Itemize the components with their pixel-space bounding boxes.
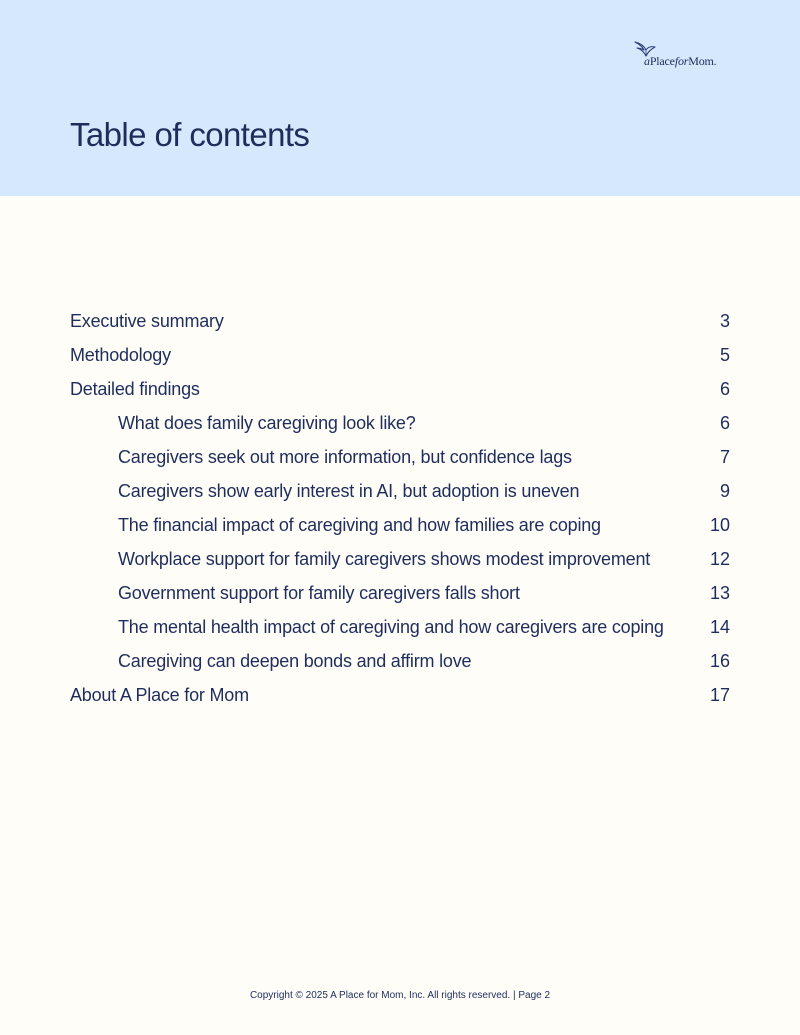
toc-entry-page-number: 3 xyxy=(719,311,730,331)
toc-entry-label: Executive summary xyxy=(70,311,224,331)
toc-entry-label: Caregivers seek out more information, but confidence lags xyxy=(118,447,572,467)
toc-entry-executive-summary[interactable] xyxy=(70,304,730,338)
toc-entry-label: Workplace support for family caregivers shows modest improvement xyxy=(118,549,651,569)
toc-entry-page-number: 9 xyxy=(719,481,730,501)
toc-entry-label: Detailed findings xyxy=(70,379,200,399)
table-of-contents xyxy=(70,304,730,712)
toc-entry-mental-health[interactable] xyxy=(70,610,730,644)
header-band xyxy=(0,0,800,196)
toc-entry-family-caregiving[interactable] xyxy=(70,406,730,440)
toc-entry-label: Caregiving can deepen bonds and affirm love xyxy=(118,651,472,671)
toc-entry-page-number: 10 xyxy=(709,515,730,535)
toc-entry-ai-interest[interactable] xyxy=(70,474,730,508)
toc-entry-methodology[interactable] xyxy=(70,338,730,372)
toc-entry-page-number: 17 xyxy=(709,685,730,705)
toc-entry-page-number: 14 xyxy=(709,617,730,637)
toc-entry-page-number: 16 xyxy=(709,651,730,671)
toc-entry-about[interactable] xyxy=(70,678,730,712)
toc-entry-label: The mental health impact of caregiving and how caregivers are coping xyxy=(118,617,664,637)
toc-entry-page-number: 13 xyxy=(709,583,730,603)
toc-entry-page-number: 7 xyxy=(719,447,730,467)
logo-wordmark: aPlaceforMom. xyxy=(644,54,717,68)
toc-entry-page-number: 6 xyxy=(719,413,730,433)
toc-entry-label: What does family caregiving look like? xyxy=(118,413,416,433)
toc-entry-government-support[interactable] xyxy=(70,576,730,610)
toc-entry-label: Methodology xyxy=(70,345,171,365)
page-footer: Copyright © 2025 A Place for Mom, Inc. All rights reserved. | Page 2 xyxy=(249,990,551,1001)
toc-entry-information-confidence[interactable] xyxy=(70,440,730,474)
toc-entry-deepen-bonds[interactable] xyxy=(70,644,730,678)
toc-entry-label: Government support for family caregivers falls short xyxy=(118,583,520,603)
toc-entry-page-number: 5 xyxy=(719,345,730,365)
toc-entry-detailed-findings[interactable] xyxy=(70,372,730,406)
toc-entry-financial-impact[interactable] xyxy=(70,508,730,542)
toc-entry-page-number: 12 xyxy=(709,549,730,569)
toc-entry-label: Caregivers show early interest in AI, but adoption is uneven xyxy=(118,481,580,501)
brand-logo xyxy=(634,40,734,70)
toc-entry-workplace-support[interactable] xyxy=(70,542,730,576)
toc-entry-page-number: 6 xyxy=(719,379,730,399)
toc-entry-label: The financial impact of caregiving and how families are coping xyxy=(118,515,601,535)
toc-entry-label: About A Place for Mom xyxy=(70,685,249,705)
page-title: Table of contents xyxy=(70,116,310,153)
